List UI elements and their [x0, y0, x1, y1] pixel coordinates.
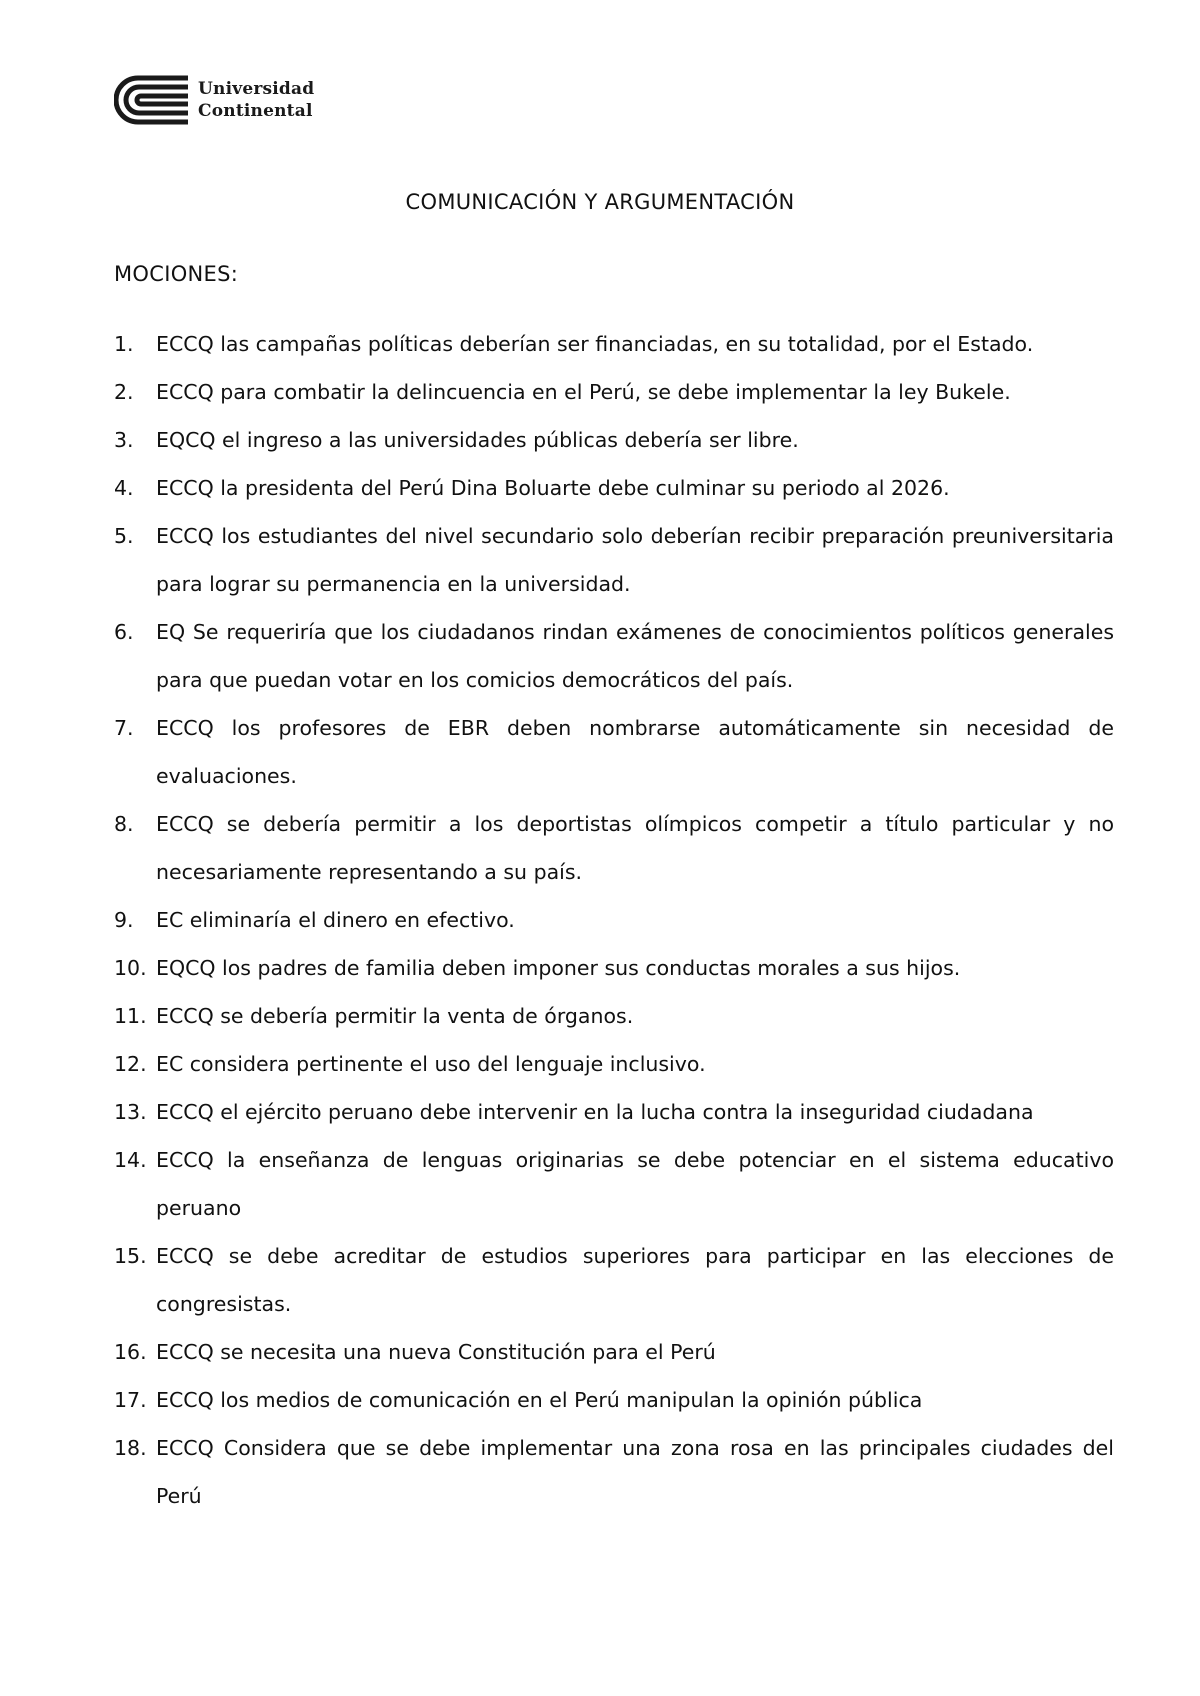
- motion-item: [114, 1232, 1114, 1328]
- motion-number: 17.: [114, 1388, 147, 1412]
- motion-number: 14.: [114, 1148, 147, 1172]
- motion-number: 5.: [114, 524, 134, 548]
- motions-list: [114, 320, 1114, 1520]
- motion-item: [114, 1136, 1114, 1232]
- motion-text: ECCQ la enseñanza de lenguas originarias se debe potenciar en el sistema educativo peruano: [156, 1148, 1114, 1220]
- motion-text: ECCQ para combatir la delincuencia en el Perú, se debe implementar la ley Bukele.: [156, 380, 1011, 404]
- motion-text: ECCQ se debe acreditar de estudios superiores para participar en las elecciones de congresistas.: [156, 1244, 1114, 1316]
- motion-text: EC eliminaría el dinero en efectivo.: [156, 908, 515, 932]
- motion-number: 11.: [114, 1004, 147, 1028]
- university-logo-mark-icon: [114, 74, 190, 126]
- motion-item: [114, 416, 1114, 464]
- university-name: [198, 78, 314, 122]
- motion-number: 15.: [114, 1244, 147, 1268]
- logo-line-1: Universidad: [198, 79, 315, 99]
- motion-number: 9.: [114, 908, 134, 932]
- motion-text: EQCQ los padres de familia deben imponer sus conductas morales a sus hijos.: [156, 956, 961, 980]
- motion-item: [114, 944, 1114, 992]
- motion-number: 8.: [114, 812, 134, 836]
- section-label: MOCIONES:: [114, 262, 239, 286]
- motion-number: 13.: [114, 1100, 147, 1124]
- motion-number: 12.: [114, 1052, 147, 1076]
- motion-item: [114, 1328, 1114, 1376]
- motion-text: ECCQ se debería permitir la venta de órganos.: [156, 1004, 634, 1028]
- motion-item: [114, 704, 1114, 800]
- motion-text: ECCQ se debería permitir a los deportistas olímpicos competir a título particular y no necesariamente representando a su país.: [156, 812, 1114, 884]
- motion-text: ECCQ la presidenta del Perú Dina Boluarte debe culminar su periodo al 2026.: [156, 476, 950, 500]
- motion-item: [114, 512, 1114, 608]
- motion-text: ECCQ los medios de comunicación en el Perú manipulan la opinión pública: [156, 1388, 923, 1412]
- motion-item: [114, 1040, 1114, 1088]
- motion-text: ECCQ el ejército peruano debe intervenir en la lucha contra la inseguridad ciudadana: [156, 1100, 1034, 1124]
- motion-item: [114, 464, 1114, 512]
- motion-text: EC considera pertinente el uso del lenguaje inclusivo.: [156, 1052, 706, 1076]
- motion-text: ECCQ los estudiantes del nivel secundario solo deberían recibir preparación preuniversitaria para lograr su permanencia en la universidad.: [156, 524, 1114, 596]
- motion-item: [114, 608, 1114, 704]
- document-title: COMUNICACIÓN Y ARGUMENTACIÓN: [405, 190, 795, 214]
- motion-item: [114, 992, 1114, 1040]
- motion-number: 16.: [114, 1340, 147, 1364]
- motion-number: 10.: [114, 956, 147, 980]
- motion-number: 6.: [114, 620, 134, 644]
- motion-item: [114, 368, 1114, 416]
- motion-text: ECCQ los profesores de EBR deben nombrarse automáticamente sin necesidad de evaluaciones.: [156, 716, 1114, 788]
- motion-item: [114, 1088, 1114, 1136]
- motion-number: 4.: [114, 476, 134, 500]
- logo-line-2: Continental: [198, 101, 313, 121]
- motion-number: 18.: [114, 1436, 147, 1460]
- motion-number: 2.: [114, 380, 134, 404]
- motion-number: 1.: [114, 332, 134, 356]
- motion-item: [114, 1376, 1114, 1424]
- motion-text: EQCQ el ingreso a las universidades públicas debería ser libre.: [156, 428, 799, 452]
- motion-number: 7.: [114, 716, 134, 740]
- motion-number: 3.: [114, 428, 134, 452]
- motion-item: [114, 896, 1114, 944]
- motion-text: ECCQ se necesita una nueva Constitución para el Perú: [156, 1340, 716, 1364]
- motion-item: [114, 320, 1114, 368]
- motion-text: EQ Se requeriría que los ciudadanos rindan exámenes de conocimientos políticos generales para que puedan votar en los comicios democráticos del país.: [156, 620, 1114, 692]
- motion-item: [114, 800, 1114, 896]
- university-logo: [114, 74, 314, 126]
- motion-text: ECCQ Considera que se debe implementar una zona rosa en las principales ciudades del Perú: [156, 1436, 1114, 1508]
- motion-item: [114, 1424, 1114, 1520]
- motion-text: ECCQ las campañas políticas deberían ser financiadas, en su totalidad, por el Estado.: [156, 332, 1034, 356]
